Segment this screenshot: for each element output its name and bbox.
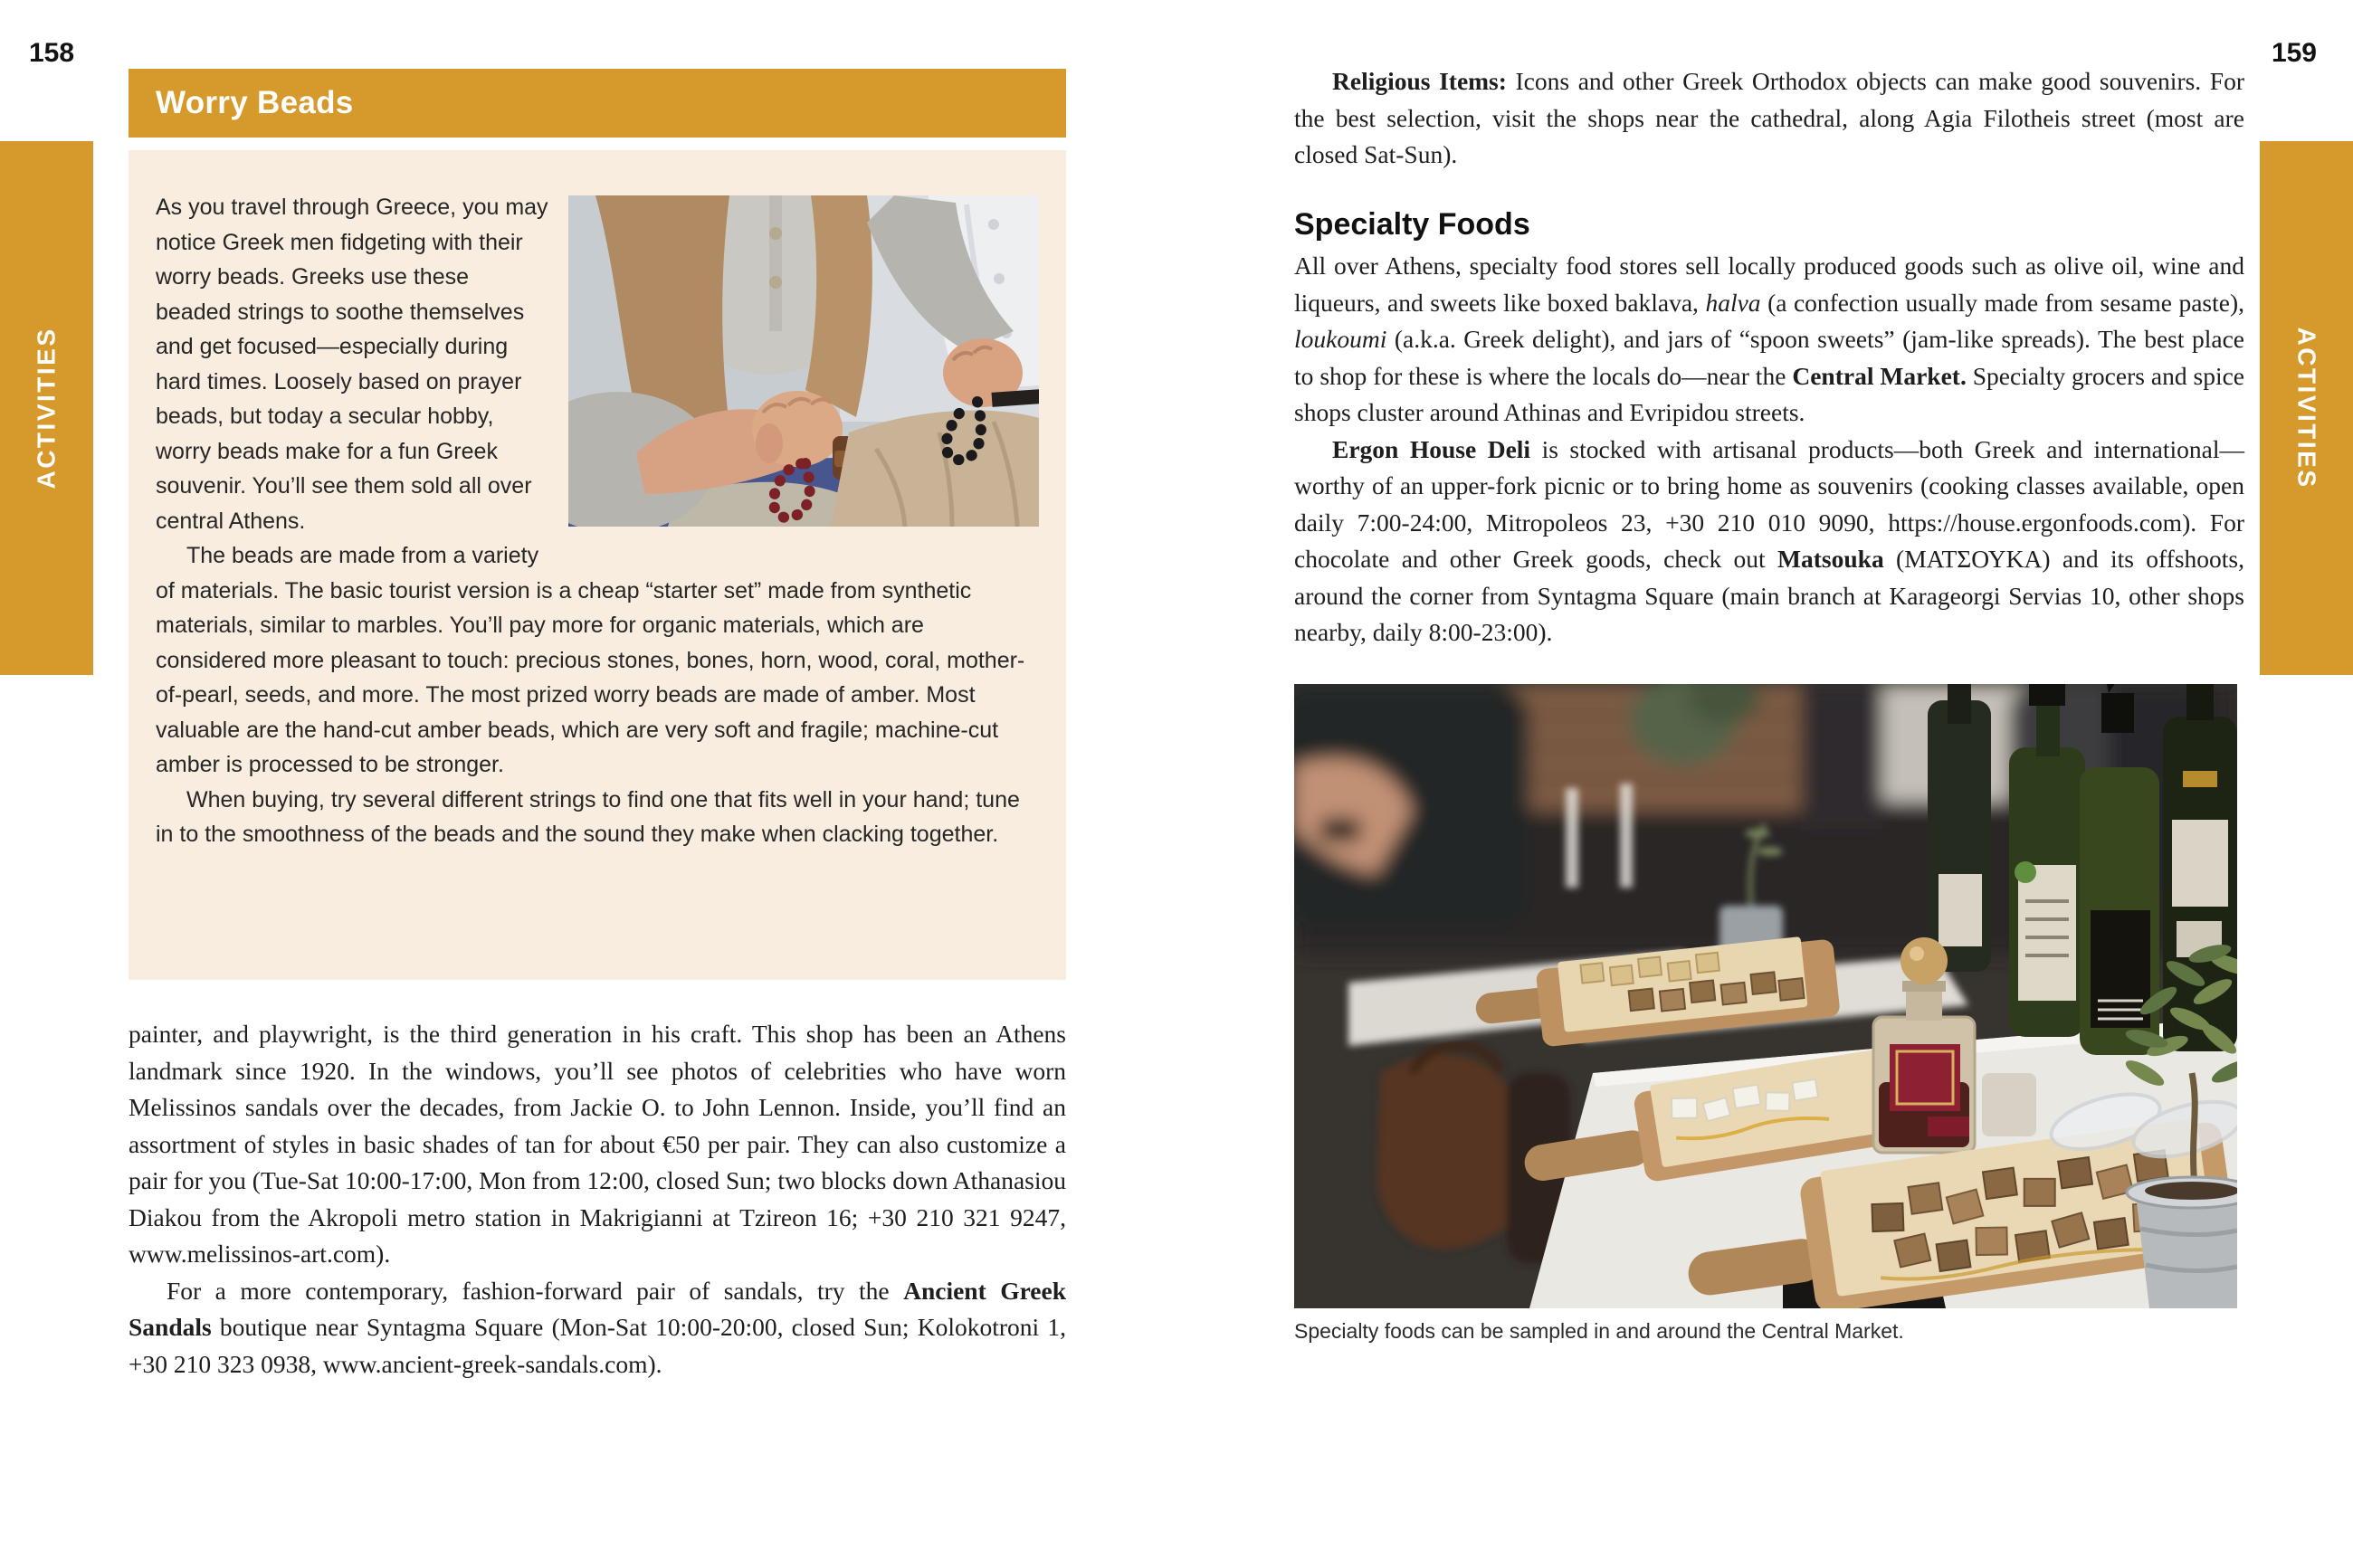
photo-caption: Specialty foods can be sampled in and around the Central Market. [1294, 1318, 1904, 1343]
ergon-house-paragraph [1294, 432, 2244, 651]
activities-tab-left-label: ACTIVITIES [32, 327, 61, 489]
left-page-number: 158 [29, 38, 75, 68]
religious-items-paragraph [1294, 63, 2244, 174]
specialty-foods-paragraph [1294, 248, 2244, 432]
right-page-number: 159 [2271, 38, 2317, 68]
specialty-foods-photo [1294, 684, 2237, 1308]
bold-ergon-house-deli: Ergon House Deli [1332, 434, 1531, 463]
body-text-fragment: is stocked with artisanal products—both Greek and international—worthy of an upper-fork picnic or to bring home as souvenirs (cooking classes available, open daily 7:00-24:00, Mitropoleos 23, +30 210 010 9090, https://house.ergonfoods.com). For chocolate and other Greek goods, check out [1294, 434, 2245, 573]
body-text-fragment: (ΜΑΤΣΟΥΚΑ) and its offshoots, around the corner from Syntagma Square (main branch at Karageorgi Servias 10, other shops nearby, daily 8:00-23:00). [1294, 545, 2245, 646]
body-text-fragment: For a more contemporary, fashion-forward pair of sandals, try the [167, 1276, 904, 1305]
body-text-fragment: Specialty grocers and spice shops cluster around Athinas and Evripidou streets. [1294, 361, 2244, 426]
worry-beads-paragraph-2: The beads are made from a variety of materials. The basic tourist version is a cheap “starter set” made from synthetic materials, similar to marbles. You’ll pay more for organic materials, which are considered more pleasant to touch: precious stones, bones, horn, wood, coral, mother-of-pearl, seeds, and more. The most prized worry beads are made of amber. Most valuable are the hand-cut amber beads, which are very soft and fragile; machine-cut amber is processed to be stronger. [156, 543, 1025, 777]
left-body-paragraph-2 [129, 1273, 1066, 1383]
worry-beads-photo [568, 195, 1039, 527]
left-body-text [129, 1016, 1066, 1383]
specialty-foods-heading: Specialty Foods [1294, 206, 1530, 242]
worry-beads-title: Worry Beads [156, 85, 354, 120]
left-page-column [129, 69, 1066, 1383]
italic-halva: halva [1705, 288, 1761, 317]
italic-loukoumi: loukoumi [1294, 325, 1387, 353]
worry-beads-photo-art [568, 195, 1039, 527]
body-text-fragment: (a confection usually made from sesame paste), [1760, 288, 2244, 317]
worry-beads-paragraph-3: When buying, try several different strings to find one that fits well in your hand; tune in to the smoothness of the beads and the sound they make when clacking together. [156, 786, 1020, 847]
bold-religious-items: Religious Items: [1332, 67, 1507, 95]
activities-tab-right [2260, 141, 2353, 675]
body-text-fragment: All over Athens, specialty food stores sell locally produced goods such as olive oil, wine and liqueurs, and sweets like boxed baklava, [1294, 252, 2244, 317]
body-text-fragment: Icons and other Greek Orthodox objects can make good souvenirs. For the best selection, visit the shops near the cathedral, along Agia Filotheis street (most are closed Sat-Sun). [1294, 67, 2244, 168]
right-page-column [1294, 63, 2244, 1345]
bold-matsouka: Matsouka [1777, 545, 1884, 573]
worry-beads-paragraph-1: As you travel through Greece, you may notice Greek men fidgeting with their worry beads. Greeks use these beaded strings to soothe themselves and get focused—especially during hard times. Loosely based on prayer beads, but today a secular hobby, worry beads make for a fun Greek souvenir. You’ll see them sold all over central Athens. [156, 195, 548, 534]
left-body-paragraph-1: painter, and playwright, is the third generation in his craft. This shop has been an Athens landmark since 1920. In the windows, you’ll see photos of celebrities who have worn Melissinos sandals over the decades, from Jackie O. to John Lennon. Inside, you’ll find an assortment of styles in basic shades of tan for about €50 per pair. They can also customize a pair for you (Tue-Sat 10:00-17:00, Mon from 12:00, closed Sun; two blocks down Athanasiou Diakou from the Akropoli metro station in Makrigianni at Tzireon 16; +30 210 321 9247, www.melissinos-art.com). [129, 1020, 1066, 1268]
worry-beads-header-bar [129, 69, 1066, 138]
specialty-foods-photo-art [1294, 684, 2237, 1308]
worry-beads-box [129, 150, 1066, 980]
activities-tab-right-label: ACTIVITIES [2292, 327, 2321, 489]
bold-central-market: Central Market. [1792, 361, 1967, 390]
activities-tab-left [0, 141, 93, 675]
body-text-fragment: boutique near Syntagma Square (Mon-Sat 10:00-20:00, closed Sun; Kolokotroni 1, +30 210 323 0938, www.ancient-greek-sandals.com). [129, 1313, 1066, 1378]
bold-ancient-greek-sandals: Ancient Greek Sandals [129, 1276, 1066, 1341]
body-text-fragment: (a.k.a. Greek delight), and jars of “spoon sweets” (jam-like spreads). The best place to shop for these is where the locals do—near the [1294, 325, 2244, 390]
